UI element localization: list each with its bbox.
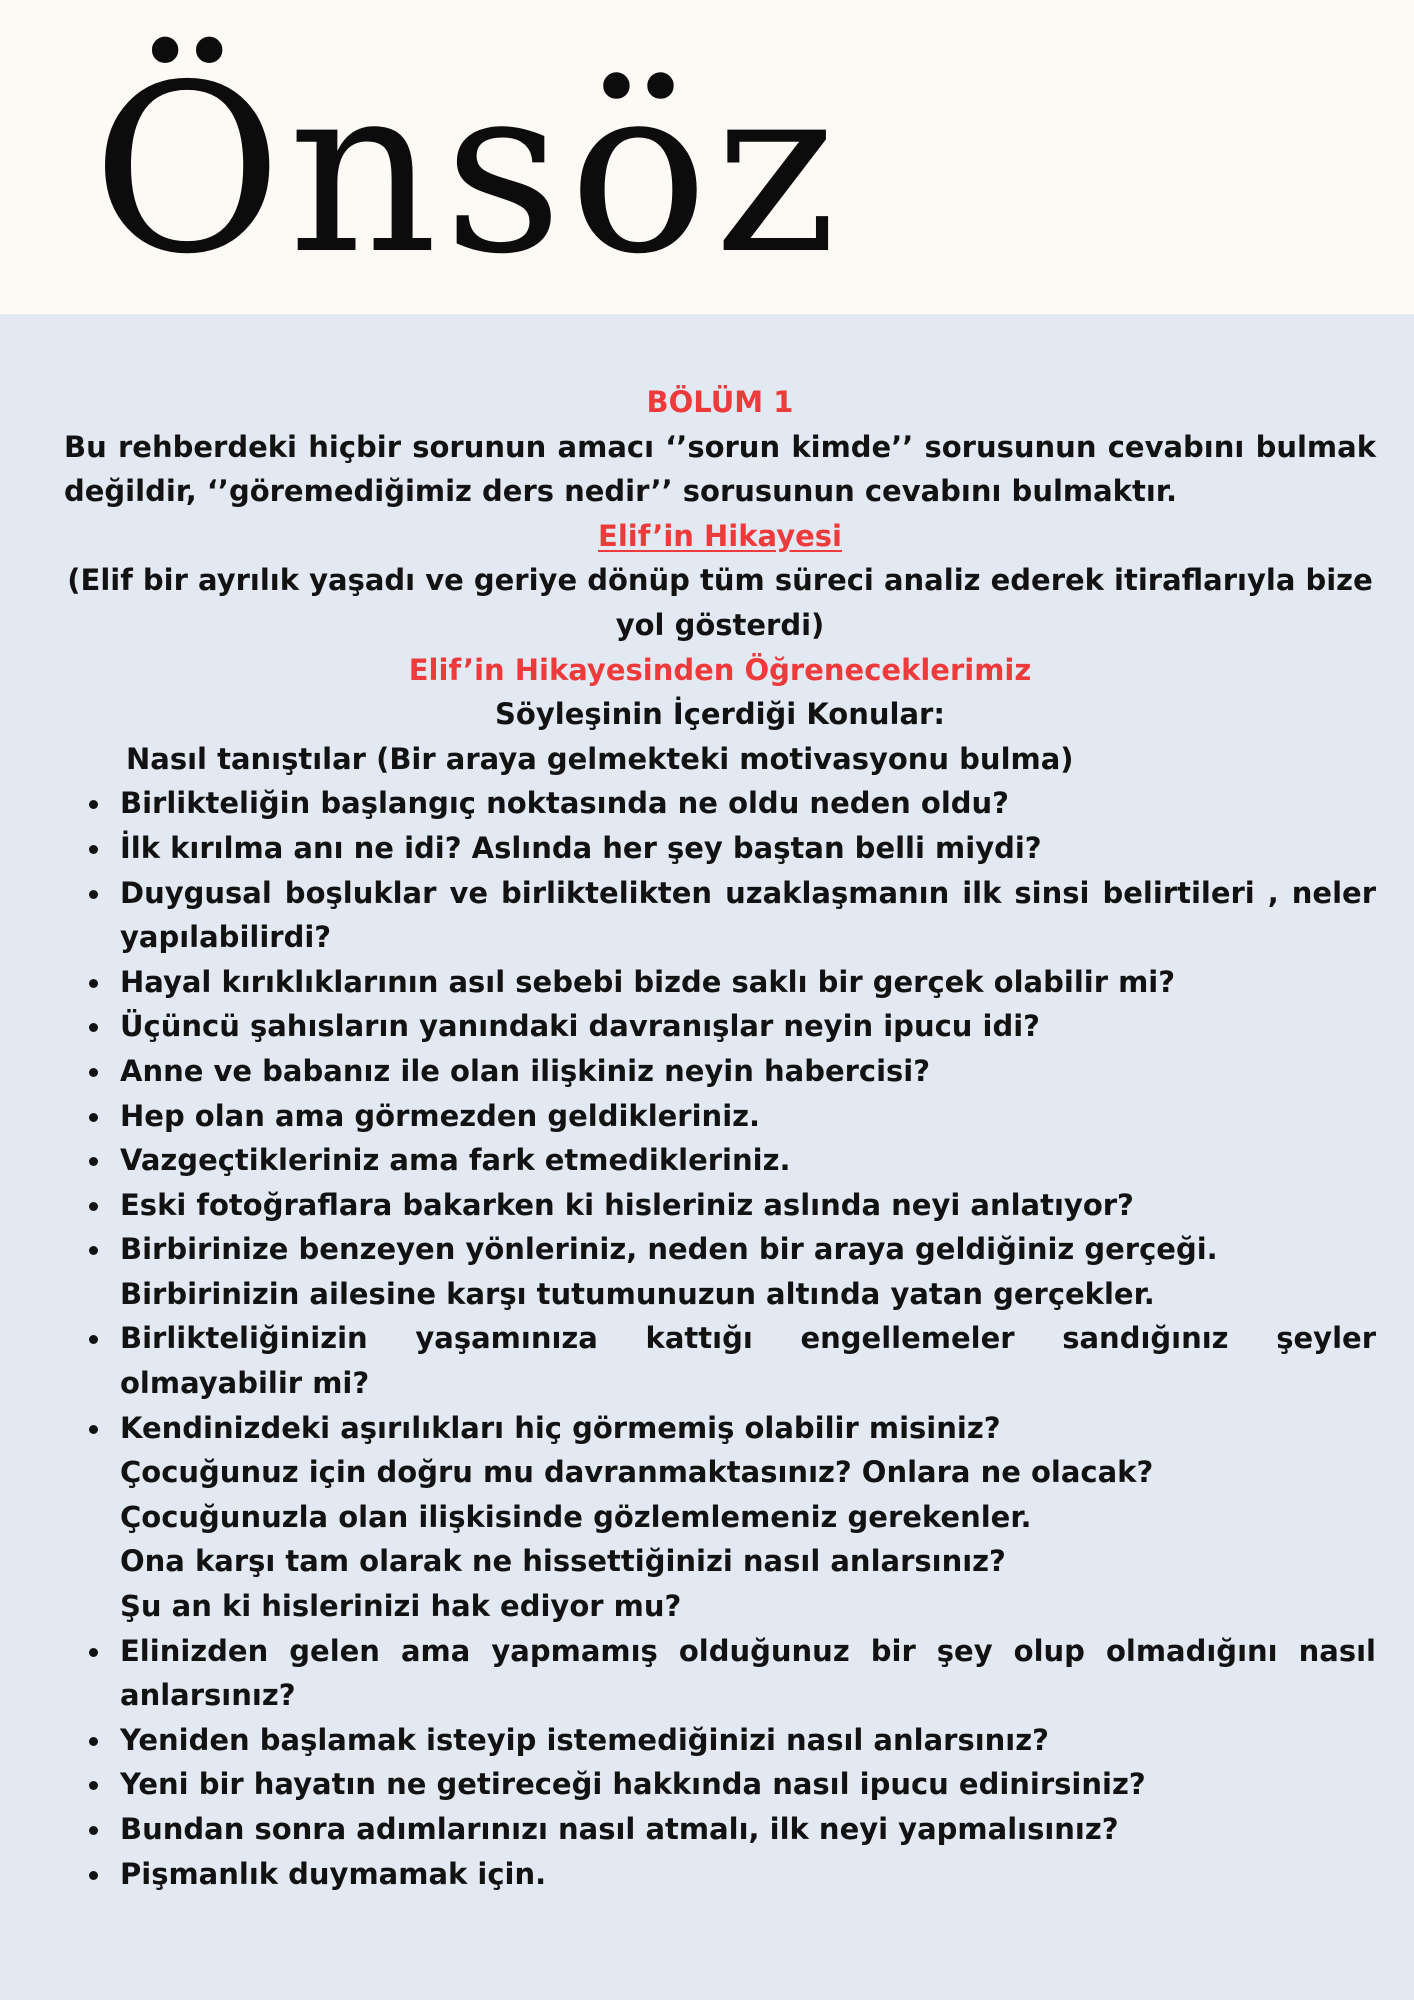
list-item: Yeni bir hayatın ne getireceği hakkında nasıl ipucu edinirsiniz? [64, 1762, 1376, 1807]
list-item-continuation: Çocuğunuz için doğru mu davranmaktasınız? Onlara ne olacak? [120, 1455, 1154, 1490]
list-item: Birlikteliğin başlangıç noktasında ne oldu neden oldu? [64, 781, 1376, 826]
chapter-label: BÖLÜM 1 [646, 385, 794, 419]
intro-paragraph: Bu rehberdeki hiçbir sorunun amacı ‘’sorun kimde’’ sorusunun cevabını bulmak değildir, ‘’göremediğimiz ders nedir’’ sorusunun cevabını bulmaktır. [64, 429, 1376, 509]
topics-heading: Söyleşinin İçerdiği Konular: [495, 697, 945, 732]
list-item: Elinizden gelen ama yapmamış olduğunuz bir şey olup olmadığını nasıl anlarsınız? [64, 1629, 1376, 1718]
list-item-continuation: Birbirinizin ailesine karşı tutumunuzun altında yatan gerçekler. [120, 1276, 1155, 1311]
list-item-continuation: Çocuğunuzla olan ilişkisinde gözlemlemeniz gerekenler. [120, 1499, 1032, 1534]
list-item: Birbirinize benzeyen yönleriniz, neden bir araya geldiğiniz gerçeği. [64, 1227, 1376, 1272]
list-item: Yeniden başlamak isteyip istemediğinizi nasıl anlarsınız? [64, 1718, 1376, 1763]
first-topic: Nasıl tanıştılar (Bir araya gelmekteki motivasyonu bulma) [126, 741, 1074, 776]
list-item: Anne ve babanız ile olan ilişkiniz neyin habercisi? [64, 1049, 1376, 1094]
list-item-continuation: Ona karşı tam olarak ne hissettiğinizi nasıl anlarsınız? [120, 1544, 1006, 1579]
header-banner [0, 0, 1414, 314]
list-item: Üçüncü şahısların yanındaki davranışlar neyin ipucu idi? [64, 1004, 1376, 1049]
learnings-title: Elif’in Hikayesinden Öğreneceklerimiz [408, 652, 1032, 687]
content-area [64, 380, 1376, 1896]
list-item: Duygusal boşluklar ve birliktelikten uzaklaşmanın ilk sinsi belirtileri , neler yapılabilirdi? [64, 871, 1376, 960]
page-title: Önsöz [92, 35, 843, 305]
story-title-link[interactable]: Elif’in Hikayesi [598, 518, 842, 553]
list-item: Kendinizdeki aşırılıkları hiç görmemiş olabilir misiniz? [64, 1406, 1376, 1451]
list-item: Bundan sonra adımlarınızı nasıl atmalı, ilk neyi yapmalısınız? [64, 1807, 1376, 1852]
list-item-continuation: Şu an ki hislerinizi hak ediyor mu? [120, 1589, 682, 1624]
list-item: Hep olan ama görmezden geldikleriniz. [64, 1094, 1376, 1139]
list-item: İlk kırılma anı ne idi? Aslında her şey baştan belli miydi? [64, 826, 1376, 871]
list-item: Eski fotoğraflara bakarken ki hisleriniz aslında neyi anlatıyor? [64, 1183, 1376, 1228]
list-item: Birlikteliğinizin yaşamınıza kattığı engellemeler sandığınız şeyler olmayabilir mi? [64, 1316, 1376, 1405]
story-description: (Elif bir ayrılık yaşadı ve geriye dönüp tüm süreci analiz ederek itiraflarıyla bize yol gösterdi) [67, 563, 1373, 642]
topics-list [64, 781, 1376, 1896]
list-item: Pişmanlık duymamak için. [64, 1852, 1376, 1897]
story-title-wrap [64, 514, 1376, 559]
list-item: Hayal kırıklıklarının asıl sebebi bizde saklı bir gerçek olabilir mi? [64, 960, 1376, 1005]
list-item: Vazgeçtikleriniz ama fark etmedikleriniz. [64, 1138, 1376, 1183]
